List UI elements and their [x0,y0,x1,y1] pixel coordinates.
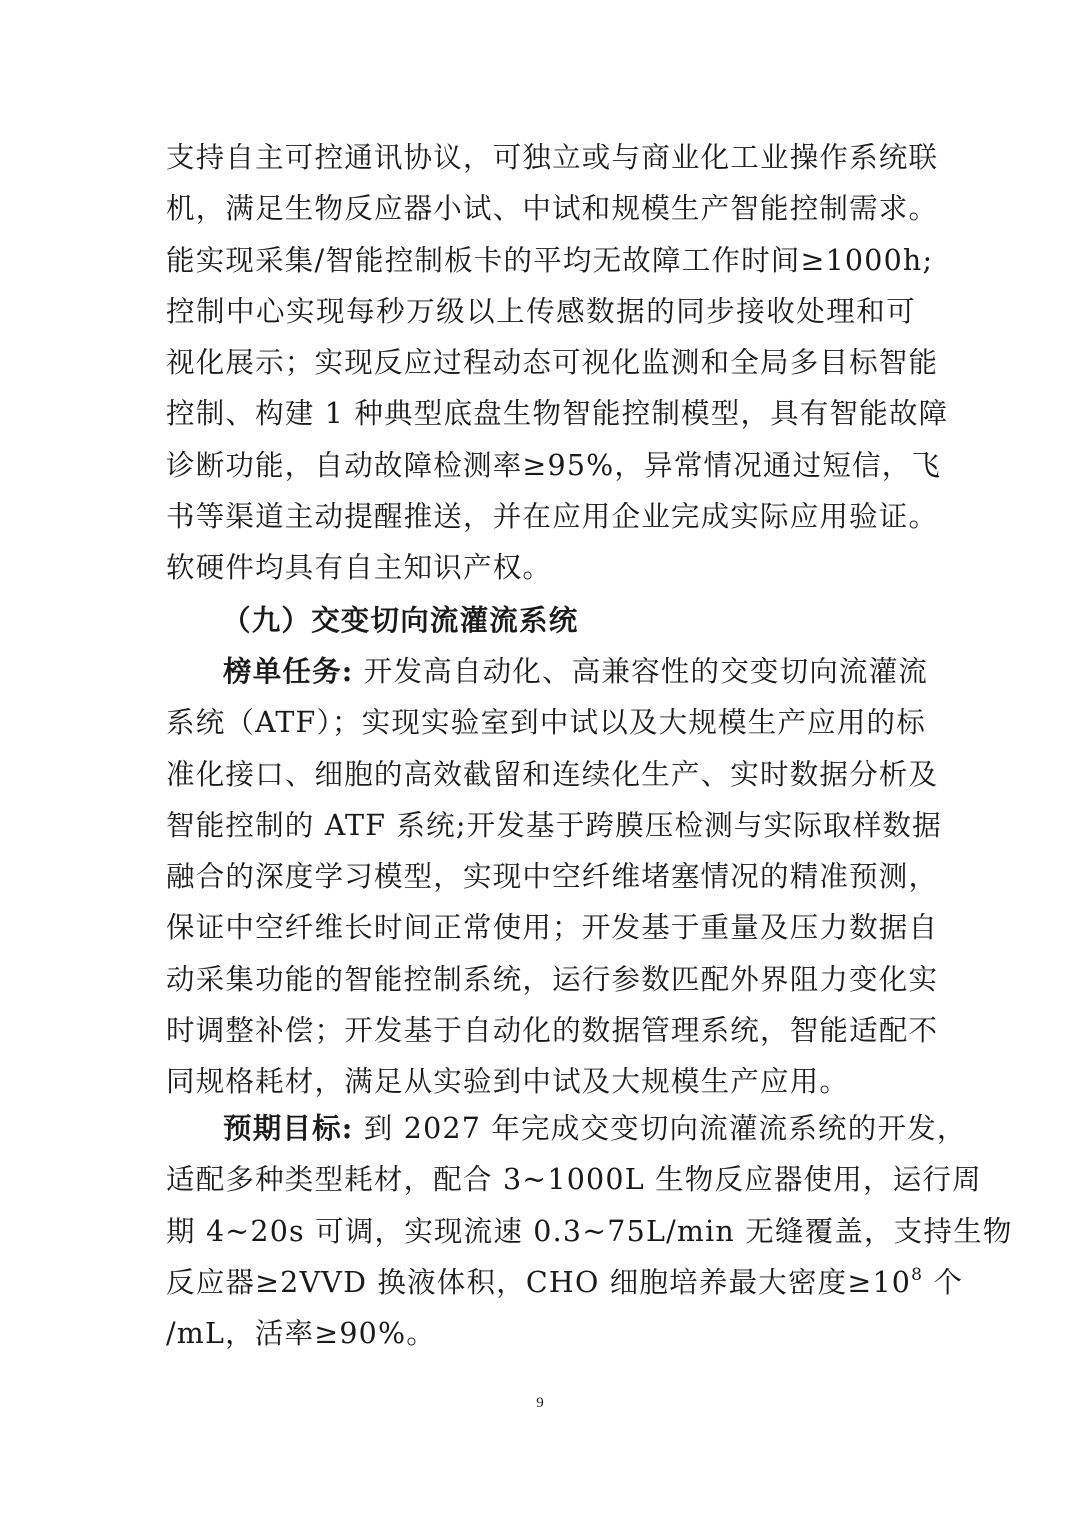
text-line: 控制中心实现每秒万级以上传感数据的同步接收处理和可 [166,294,916,328]
text-line: 准化接口、细胞的高效截留和连续化生产、实时数据分析及 [166,757,939,791]
density-text: 反应器≥2VVD 换液体积，CHO 细胞培养最大密度≥10 [166,1265,912,1299]
text-line: 能实现采集/智能控制板卡的平均无故障工作时间≥1000h; [166,243,934,277]
text-line: 书等渠道主动提醒推送，并在应用企业完成实际应用验证。 [166,500,939,534]
text-line: 视化展示；实现反应过程动态可视化监测和全局多目标智能 [166,346,939,380]
text-line: 诊断功能，自动故障检测率≥95%，异常情况通过短信，飞 [166,448,942,482]
text-line: 智能控制的 ATF 系统;开发基于跨膜压检测与实际取样数据 [166,808,942,842]
text-line: 融合的深度学习模型，实现中空纤维堵塞情况的精准预测， [166,860,939,894]
task-label: 榜单任务: [223,654,354,688]
text-line: 期 4~20s 可调，实现流速 0.3~75L/min 无缝覆盖，支持生物 [166,1214,1013,1248]
text-line: 支持自主可控通讯协议，可独立或与商业化工业操作系统联 [166,141,939,174]
text-line: 动采集功能的智能控制系统，运行参数匹配外界阻力变化实 [166,962,939,996]
goal-paragraph [166,1103,1013,1359]
text-line: 软硬件均具有自主知识产权。 [166,551,553,585]
goal-first-line-text: 到 2027 年完成交变切向流灌流系统的开发， [353,1112,967,1145]
task-first-line [166,646,929,697]
text-line: 时调整补偿；开发基于自动化的数据管理系统，智能适配不 [166,1014,939,1048]
goal-first-line [166,1103,967,1154]
task-first-line-text: 开发高自动化、高兼容性的交变切向流灌流 [353,655,929,688]
text-line: 系统（ATF）；实现实验室到中试以及大规模生产应用的标 [166,706,926,740]
intro-paragraph [166,132,949,594]
section-heading: （九）交变切向流灌流系统 [222,603,579,637]
text-line: 控制、构建 1 种典型底盘生物智能控制模型，具有智能故障 [166,397,949,431]
page-number: 9 [536,1395,544,1411]
text-line: 同规格耗材，满足从实验到中试及大规模生产应用。 [166,1065,850,1099]
goal-label: 预期目标: [223,1111,354,1145]
text-line: 保证中空纤维长时间正常使用；开发基于重量及压力数据自 [166,911,939,945]
density-unit: 个 [923,1265,964,1299]
density-exponent: 8 [911,1264,924,1285]
text-line: 适配多种类型耗材，配合 3~1000L 生物反应器使用，运行周 [166,1163,982,1197]
text-line: /mL，活率≥90%。 [166,1317,436,1351]
task-paragraph [166,646,942,1108]
text-line: 机，满足生物反应器小试、中试和规模生产智能控制需求。 [166,192,939,226]
density-line [166,1257,964,1308]
